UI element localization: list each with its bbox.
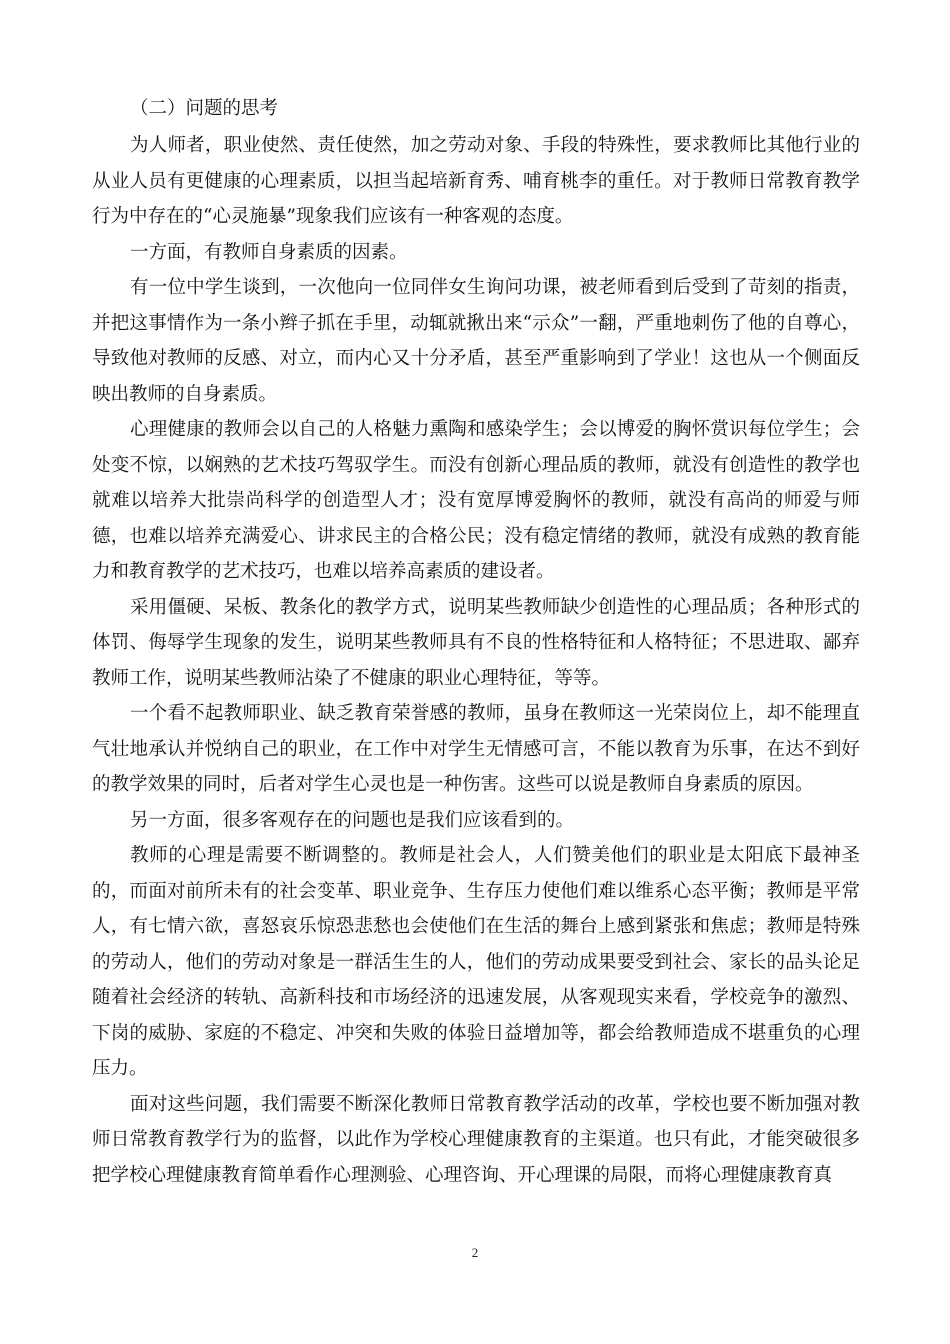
page-body [92,92,860,1193]
paragraph-2: 一方面，有教师自身素质的因素。 [130,241,408,263]
section-heading: （二）问题的思考 [130,98,279,119]
paragraph-3: 有一位中学生谈到，一次他向一位同伴女生询问功课，被老师看到后受到了苛刻的指责，并把这事情作为一条小辫子抓在手里，动辄就揪出来“示众”一翻，严重地刺伤了他的自尊心，导致他对教师的反感、对立，而内心又十分矛盾，甚至严重影响到了学业！这也从一个侧面反映出教师的自身素质。 [92,277,860,405]
paragraph-6: 一个看不起教师职业、缺乏教育荣誉感的教师，虽身在教师这一光荣岗位上，却不能理直气壮地承认并悦纳自己的职业，在工作中对学生无情感可言，不能以教育为乐事，在达不到好的教学效果的同时，后者对学生心灵也是一种伤害。这些可以说是教师自身素质的原因。 [92,703,860,795]
paragraph-1: 为人师者，职业使然、责任使然，加之劳动对象、手段的特殊性，要求教师比其他行业的从业人员有更健康的心理素质，以担当起培新育秀、哺育桃李的重任。对于教师日常教育教学行为中存在的“心灵施暴”现象我们应该有一种客观的态度。 [92,135,860,227]
paragraph-4: 心理健康的教师会以自己的人格魅力熏陶和感染学生；会以博爱的胸怀赏识每位学生；会处变不惊，以娴熟的艺术技巧驾驭学生。而没有创新心理品质的教师，就没有创造性的教学也就难以培养大批崇尚科学的创造型人才；没有宽厚博爱胸怀的教师，就没有高尚的师爱与师德，也难以培养充满爱心、讲求民主的合格公民；没有稳定情绪的教师，就没有成熟的教育能力和教育教学的艺术技巧，也难以培养高素质的建设者。 [92,419,860,582]
paragraph-7: 另一方面，很多客观存在的问题也是我们应该看到的。 [130,809,575,831]
page-number: 2 [471,1245,479,1260]
paragraph-8: 教师的心理是需要不断调整的。教师是社会人，人们赞美他们的职业是太阳底下最神圣的，而面对前所未有的社会变革、职业竞争、生存压力使他们难以维系心态平衡；教师是平常人，有七情六欲，喜怒哀乐惊恐悲愁也会使他们在生活的舞台上感到紧张和焦虑；教师是特殊的劳动人，他们的劳动对象是一群活生生的人，他们的劳动成果要受到社会、家长的品头论足随着社会经济的转轨、高新科技和市场经济的迅速发展，从客观现实来看，学校竞争的激烈、下岗的威胁、家庭的不稳定、冲突和失败的体验日益增加等，都会给教师造成不堪重负的心理压力。 [92,845,860,1079]
paragraph-5: 采用僵硬、呆板、教条化的教学方式，说明某些教师缺少创造性的心理品质；各种形式的体罚、侮辱学生现象的发生，说明某些教师具有不良的性格特征和人格特征；不思进取、鄙弃教师工作，说明某些教师沾染了不健康的职业心理特征，等等。 [92,596,860,689]
paragraph-9: 面对这些问题，我们需要不断深化教师日常教育教学活动的改革，学校也要不断加强对教师日常教育教学行为的监督，以此作为学校心理健康教育的主渠道。也只有此，才能突破很多把学校心理健康教育简单看作心理测验、心理咨询、开心理课的局限，而将心理健康教育真 [92,1093,860,1186]
